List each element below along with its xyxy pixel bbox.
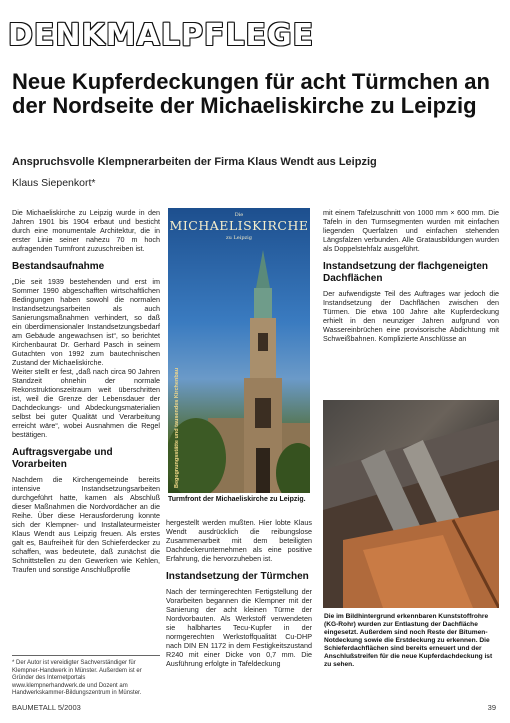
cover-caption: Turmfront der Michaeliskirche zu Leipzig. <box>168 496 306 503</box>
cover-title: MICHAELISKIRCHE <box>169 218 309 233</box>
article-subtitle: Anspruchsvolle Klempnerarbeiten der Firma Klaus Wendt aus Leipzig <box>12 156 377 168</box>
col3-paragraph: mit einem Tafelzuschnitt von 1000 mm × 600 mm. Die Tafeln in den Turmsegmenten wurden mit einfachen liegenden Querfalzen und einfachen stehenden Längsfalzen verbunden. Alle Gratausbildungen wurden als Doppelstehfalz ausgeführt. <box>323 208 499 253</box>
heading-auftragsvergabe: Auftragsvergabe und Vorarbeiten <box>12 447 113 470</box>
roof-photo <box>323 400 499 608</box>
author-footnote: * Der Autor ist vereidigter Sachverständiger für Klempner-Handwerk in Münster. Außerdem ist er Gründer des Internetportals www.klempnerhandwerk.de und Dozent am Handwerkskammer-Bildungszentrum in Münster. <box>12 655 160 698</box>
church-tower-illustration <box>168 208 310 493</box>
bestand-paragraph-1: „Die seit 1939 bestehenden und erst im Sommer 1990 abgeschafften wirtschaftlichen Bedingungen haben sowohl die normalen Instandsetzungsarbeiten als auch Sanierungsmaßnahmen verhindert, so daß ein überdimensionaler Instandsetzungsbedarf am Gebäude angewachsen ist“, so berichtet Kirchenbaurat Dr. Gerhard Pasch in seinem Gutachten von 1992 zum bautechnischen Zustand der Michaeliskirche. <box>12 277 160 367</box>
cover-subtitle: zu Leipzig <box>226 235 252 241</box>
intro-paragraph: Die Michaeliskirche zu Leipzig wurde in den Jahren 1901 bis 1904 erbaut und besticht durch eine monumentale Architektur, die in erster Linie seiner nahezu 70 m hoch aufragenden Turmfront zuzuschreiben ist. <box>12 208 160 253</box>
tuermchen-paragraph: Nach der termingerechten Fertigstellung der Vorarbeiten begannen die Klempner mit der Sanierung der acht kleinen Türme der Nordvorbauten. Als Werkstoff verwendeten sie halbhartes Tecu-Kupfer in der normgerechten Werkstoffqualität Cu-DHP nach DIN EN 1172 in dem Festigkeitszustand R240 mit einer Dicke von 0,7 mm. Die Ausführung erfolgte in Tafeldeckung <box>166 587 312 668</box>
heading-dachflaechen: Instandsetzung der flachgeneigten Dachflächen <box>323 261 489 284</box>
article-title: Neue Kupferdeckungen für acht Türmchen an der Nordseite der Michaeliskirche zu Leipzig <box>12 69 490 118</box>
cover-spine-text: Begegnungsstätte und tausendes Kirchenbau <box>174 367 180 488</box>
section-label: DENKMALPFLEGE <box>8 18 315 53</box>
col2-paragraph: hergestellt werden mußten. Hier lobte Klaus Wendt ausdrücklich die reibungslose Zusammenarbeit mit dem beteiligten Dachdeckerunternehmen als eine positive Erfahrung, die hervorzuheben ist. <box>166 518 312 563</box>
dach-paragraph: Der aufwendigste Teil des Auftrages war jedoch die Instandsetzung der Dachflächen zwischen den Türmen. Die etwa 100 Jahre alte Kupferdeckung erhielt in den neunziger Jahren aufgrund von Wassereinbrüchen eine provisorische Abdichtung mit Schweißbahnen. Komplizierte Anschlüsse an <box>323 289 499 343</box>
column-2-text <box>166 518 312 668</box>
footer-publication: BAUMETALL 5/2003 <box>12 703 81 712</box>
heading-tuermchen: Instandsetzung der Türmchen <box>166 571 309 582</box>
bestand-paragraph-2: Weiter stellt er fest, „daß nach circa 90 Jahren Standzeit ohnehin der normale Rekonstruktionszeitraum weit überschritten ist, weil die Grenze der Lebensdauer der Dachdeckungs- und Abdeckungsmaterialien selbst bei guter Qualität und Verarbeitung erreicht wäre“, wobei Ausnahmen die Regel bestätigen. <box>12 367 160 439</box>
heading-bestandsaufnahme: Bestandsaufnahme <box>12 261 105 272</box>
column-1 <box>12 208 160 574</box>
article-author: Klaus Siepenkort* <box>12 177 96 189</box>
auftrag-paragraph: Nachdem die Kirchengemeinde bereits intensive Instandsetzungsarbeiten durchgeführt hatte, kamen als Abschluß dieser Maßnahmen die Nordvordächer an die Reihe. Über diese Herausforderung konnte sich der Klempner- und Installateurmeister Klaus Wendt aus Leipzig freuen. Als erstes galt es, Baufreiheit für den Schieferdecker zu schaffen, was bedeutete, daß zunächst die Schnittstellen zu den Gewerken wie Kehlen, Traufen und sonstige Anschlußprofile <box>12 475 160 574</box>
footer-page-number: 39 <box>487 703 496 712</box>
cover-small-text: Die <box>234 212 244 218</box>
column-3 <box>323 208 499 343</box>
book-cover-image <box>168 208 310 493</box>
photo-caption: Die im Bildhintergrund erkennbaren Kunststoffrohre (KG-Rohr) wurden zur Entlastung der Dachfläche eingesetzt. Außerdem sind noch Reste der Bitumen-Notdeckung sowie die Erstdeckung zu erkennen. Die Schieferdachflächen sind bereits erneuert und der Anschlußstreifen für die neue Kupferdachdeckung ist zu sehen. <box>324 613 493 668</box>
roof-photo-illustration <box>323 400 499 608</box>
